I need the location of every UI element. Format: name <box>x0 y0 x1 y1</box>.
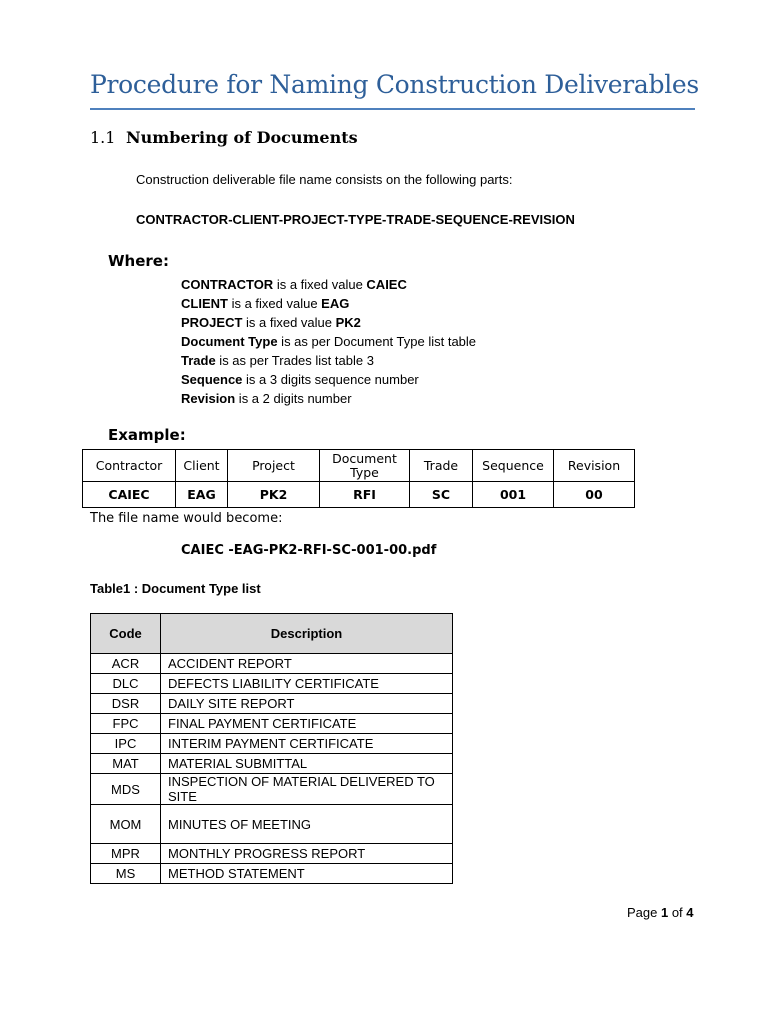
table-row <box>91 805 453 844</box>
description-cell: MATERIAL SUBMITTAL <box>161 754 453 774</box>
code-cell: MPR <box>91 844 161 864</box>
description-cell: DAILY SITE REPORT <box>161 694 453 714</box>
naming-pattern: CONTRACTOR-CLIENT-PROJECT-TYPE-TRADE-SEQUENCE-REVISION <box>136 212 575 227</box>
description-cell: MONTHLY PROGRESS REPORT <box>161 844 453 864</box>
title-underline <box>90 108 695 110</box>
example-header-row <box>83 450 635 482</box>
page-number: Page 1 of 4 <box>627 905 694 920</box>
example-value-cell: SC <box>410 482 473 508</box>
example-value-cell: EAG <box>176 482 228 508</box>
definition-item: Sequence is a 3 digits sequence number <box>181 372 419 387</box>
example-heading: Example: <box>108 426 186 444</box>
example-value-cell: CAIEC <box>83 482 176 508</box>
example-value-cell: 00 <box>554 482 635 508</box>
table-row <box>91 844 453 864</box>
example-header-cell: Trade <box>410 450 473 482</box>
code-cell: ACR <box>91 654 161 674</box>
table-row <box>91 714 453 734</box>
definition-item: PROJECT is a fixed value PK2 <box>181 315 361 330</box>
definition-item: Trade is as per Trades list table 3 <box>181 353 374 368</box>
table-row <box>91 654 453 674</box>
table-row <box>91 864 453 884</box>
example-header-cell: Document Type <box>320 450 410 482</box>
example-value-cell: PK2 <box>228 482 320 508</box>
code-cell: MDS <box>91 774 161 805</box>
code-cell: MOM <box>91 805 161 844</box>
code-cell: MS <box>91 864 161 884</box>
example-header-cell: Sequence <box>473 450 554 482</box>
example-value-cell: 001 <box>473 482 554 508</box>
table1-caption: Table1 : Document Type list <box>90 581 261 596</box>
intro-text: Construction deliverable file name consists on the following parts: <box>136 172 513 187</box>
definition-item: Revision is a 2 digits number <box>181 391 352 406</box>
where-heading: Where: <box>108 252 169 270</box>
page-title: Procedure for Naming Construction Deliverables <box>90 70 699 99</box>
example-header-cell: Contractor <box>83 450 176 482</box>
description-cell: FINAL PAYMENT CERTIFICATE <box>161 714 453 734</box>
description-cell: DEFECTS LIABILITY CERTIFICATE <box>161 674 453 694</box>
definition-list <box>181 275 476 408</box>
definition-item: CLIENT is a fixed value EAG <box>181 296 350 311</box>
description-cell: METHOD STATEMENT <box>161 864 453 884</box>
doc-table-header-row <box>91 614 453 654</box>
example-header-cell: Client <box>176 450 228 482</box>
example-table <box>82 449 635 508</box>
example-value-cell: RFI <box>320 482 410 508</box>
code-cell: IPC <box>91 734 161 754</box>
doc-table-header-code: Code <box>91 614 161 654</box>
table-row <box>91 734 453 754</box>
section-heading <box>90 128 358 147</box>
example-header-cell: Project <box>228 450 320 482</box>
section-title: Numbering of Documents <box>126 128 358 147</box>
file-name-intro: The file name would become: <box>90 511 283 526</box>
table-row <box>91 774 453 805</box>
code-cell: FPC <box>91 714 161 734</box>
definition-item: CONTRACTOR is a fixed value CAIEC <box>181 277 407 292</box>
description-cell: ACCIDENT REPORT <box>161 654 453 674</box>
description-cell: INSPECTION OF MATERIAL DELIVERED TO SITE <box>161 774 453 805</box>
table-row <box>91 694 453 714</box>
description-cell: MINUTES OF MEETING <box>161 805 453 844</box>
file-name-example: CAIEC -EAG-PK2-RFI-SC-001-00.pdf <box>181 543 437 558</box>
example-value-row <box>83 482 635 508</box>
doc-table-header-description: Description <box>161 614 453 654</box>
example-header-cell: Revision <box>554 450 635 482</box>
code-cell: DSR <box>91 694 161 714</box>
description-cell: INTERIM PAYMENT CERTIFICATE <box>161 734 453 754</box>
table-row <box>91 754 453 774</box>
table-row <box>91 674 453 694</box>
code-cell: DLC <box>91 674 161 694</box>
code-cell: MAT <box>91 754 161 774</box>
section-number: 1.1 <box>90 128 116 147</box>
document-type-table <box>90 613 453 884</box>
definition-item: Document Type is as per Document Type list table <box>181 334 477 349</box>
